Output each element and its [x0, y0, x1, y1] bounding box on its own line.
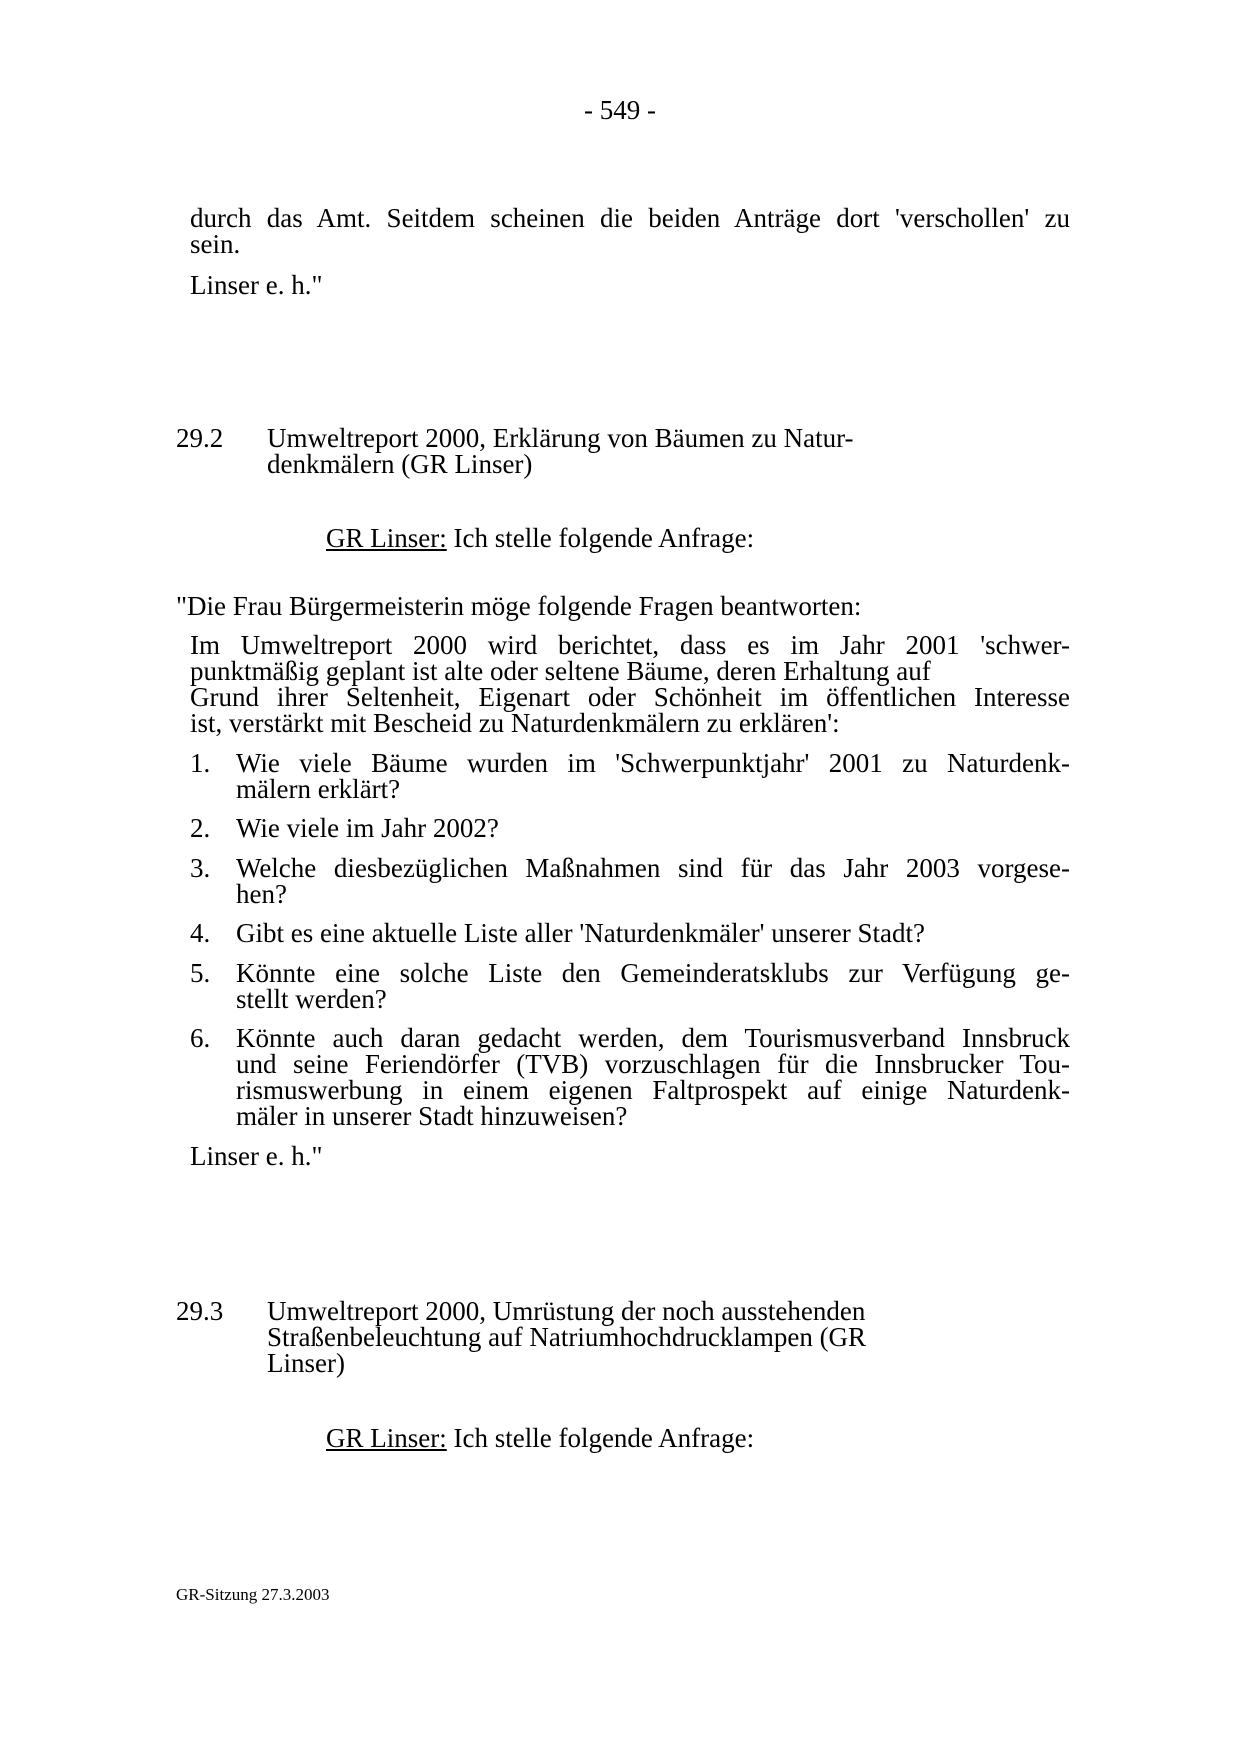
question-3-number: 3.: [190, 853, 211, 883]
question-5-line-2: stellt werden?: [236, 984, 387, 1014]
question-4-number: 4.: [190, 918, 211, 948]
question-2-number: 2.: [190, 813, 211, 843]
section-29-2-signature: Linser e. h.": [190, 1141, 323, 1171]
question-6-line-3: rismuswerbung in einem eigenen Faltprospekt auf einige Naturdenk-: [236, 1075, 1070, 1105]
page-number: - 549 -: [584, 95, 656, 125]
question-6-line-2: und seine Feriendörfer (TVB) vorzuschlagen für die Innsbrucker Tou-: [236, 1049, 1070, 1079]
section-29-3-number: 29.3: [176, 1296, 224, 1326]
question-1-number: 1.: [190, 748, 211, 778]
footer: GR-Sitzung 27.3.2003: [176, 1585, 330, 1604]
question-1-line-1: Wie viele Bäume wurden im 'Schwerpunktjahr' 2001 zu Naturdenk-: [236, 748, 1070, 778]
intro-line-2: sein.: [190, 229, 241, 259]
section-29-3-title-line-2: Straßenbeleuchtung auf Natriumhochdrucklampen (GR: [267, 1322, 867, 1352]
section-29-2-speaker-line: [326, 525, 754, 551]
speaker-text: Ich stelle folgende Anfrage:: [446, 1423, 755, 1453]
section-29-3-title-line-3: Linser): [267, 1348, 345, 1378]
question-3-line-2: hen?: [236, 879, 287, 909]
intro-line-1: durch das Amt. Seitdem scheinen die beiden Anträge dort 'verschollen' zu: [190, 203, 1070, 233]
section-29-3-title-line-1: Umweltreport 2000, Umrüstung der noch ausstehenden: [267, 1296, 866, 1326]
question-5-line-1: Könnte eine solche Liste den Gemeinderatsklubs zur Verfügung ge-: [236, 958, 1070, 988]
question-3-line-1: Welche diesbezüglichen Maßnahmen sind für das Jahr 2003 vorgese-: [236, 853, 1070, 883]
section-29-3-speaker-line: [326, 1425, 754, 1451]
speaker-name: GR Linser:: [326, 1423, 447, 1453]
question-5-number: 5.: [190, 958, 211, 988]
section-29-2-title-line-2: denkmälern (GR Linser): [267, 449, 533, 479]
speaker-name: GR Linser:: [326, 523, 447, 553]
question-2-line-1: Wie viele im Jahr 2002?: [236, 813, 499, 843]
paragraph-line-4: ist, verstärkt mit Bescheid zu Naturdenkmälern zu erklären':: [190, 708, 840, 738]
paragraph-line-1: Im Umweltreport 2000 wird berichtet, dass es im Jahr 2001 'schwer-: [190, 630, 1070, 660]
question-4-line-1: Gibt es eine aktuelle Liste aller 'Naturdenkmäler' unserer Stadt?: [236, 918, 925, 948]
question-6-line-4: mäler in unserer Stadt hinzuweisen?: [236, 1101, 628, 1131]
paragraph-line-2: punktmäßig geplant ist alte oder seltene Bäume, deren Erhaltung auf: [190, 656, 931, 686]
question-6-number: 6.: [190, 1023, 211, 1053]
question-1-line-2: mälern erklärt?: [236, 774, 401, 804]
speaker-text: Ich stelle folgende Anfrage:: [446, 523, 755, 553]
quote-intro: "Die Frau Bürgermeisterin möge folgende Fragen beantworten:: [176, 591, 862, 621]
intro-signature: Linser e. h.": [190, 270, 323, 300]
paragraph-line-3: Grund ihrer Seltenheit, Eigenart oder Schönheit im öffentlichen Interesse: [190, 682, 1070, 712]
question-6-line-1: Könnte auch daran gedacht werden, dem Tourismusverband Innsbruck: [236, 1023, 1070, 1053]
section-29-2-title-line-1: Umweltreport 2000, Erklärung von Bäumen zu Natur-: [267, 423, 854, 453]
section-29-2-number: 29.2: [176, 423, 224, 453]
